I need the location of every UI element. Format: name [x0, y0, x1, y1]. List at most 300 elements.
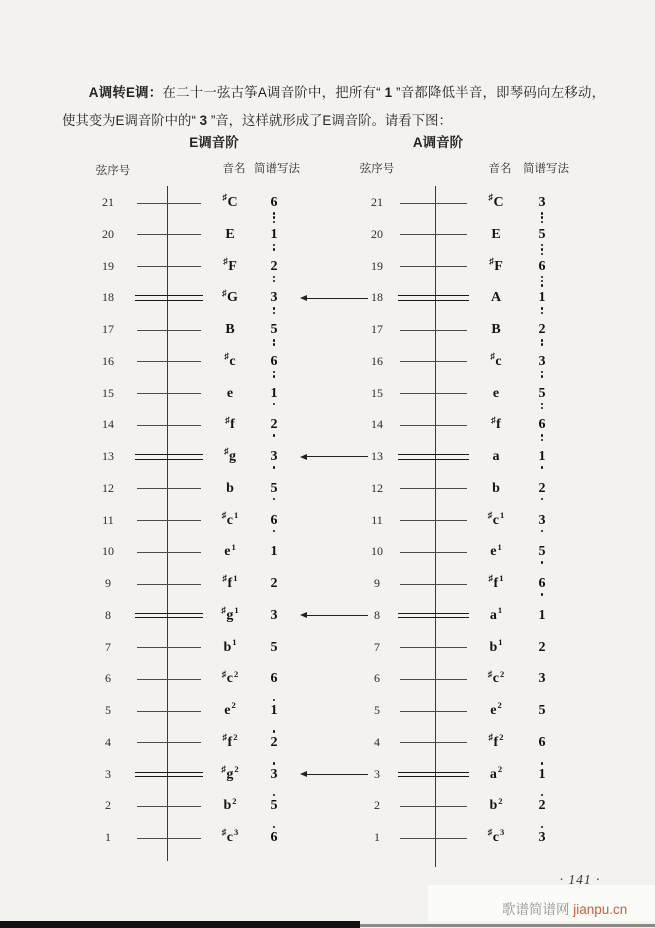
note-name [466, 385, 526, 403]
jianpu-number: 3 [538, 830, 546, 845]
scan-edge-bar-dark [0, 921, 360, 928]
transfer-arrow-line [306, 615, 368, 616]
note-name [200, 353, 260, 371]
string-number: 18 [371, 290, 383, 305]
string-line-double [135, 772, 203, 773]
jianpu-number: 3 [538, 353, 546, 369]
octave-superscript: 2 [497, 700, 502, 711]
sharp-sign: ♯ [487, 827, 493, 838]
note-name [466, 448, 526, 466]
note-letter: f [230, 417, 235, 433]
note-name [200, 255, 260, 276]
string-line [400, 806, 467, 807]
octave-dot-below [541, 284, 544, 287]
octave-dot-below [541, 253, 544, 256]
note-name [466, 255, 526, 276]
string-number: 15 [102, 385, 114, 400]
note-name [200, 480, 260, 498]
note-letter: b [223, 639, 232, 655]
string-line [137, 425, 201, 426]
sharp-sign: ♯ [224, 446, 229, 457]
octave-superscript: 1 [231, 541, 236, 552]
string-line-double [398, 617, 469, 618]
string-number: 7 [105, 639, 111, 654]
header-string-no-right: 弦序号 [359, 163, 395, 175]
diagram-axis-line [435, 186, 436, 867]
string-line-double [135, 459, 203, 460]
string-number: 7 [374, 639, 380, 654]
octave-dot-below [541, 561, 544, 564]
transfer-arrow-line [306, 456, 368, 457]
string-number: 4 [105, 734, 111, 749]
note-name [466, 607, 526, 625]
jianpu-number: 5 [270, 322, 278, 337]
octave-dot-below [541, 439, 544, 442]
string-number: 11 [371, 512, 383, 527]
string-number: 5 [374, 703, 380, 717]
octave-dot-below [273, 375, 276, 378]
string-number: 6 [105, 671, 111, 686]
jianpu-number: 3 [538, 671, 546, 687]
string-number: 20 [371, 226, 383, 241]
jianpu-number: 1 [270, 385, 278, 401]
sharp-sign: ♯ [221, 763, 226, 774]
jianpu-number: 5 [538, 703, 546, 718]
note-name [200, 636, 260, 657]
octave-dot-below [541, 221, 544, 224]
jianpu-number: 2 [270, 734, 278, 750]
string-line [400, 647, 467, 648]
octave-superscript: 2 [499, 732, 504, 743]
note-name [200, 509, 260, 530]
note-letter: e [490, 544, 497, 560]
note-name [466, 734, 526, 752]
string-line-double [135, 617, 203, 618]
string-number: 12 [371, 480, 383, 495]
string-number: 19 [371, 258, 383, 273]
string-line [137, 647, 201, 648]
string-line [137, 234, 201, 235]
note-letter: c [492, 830, 499, 845]
jianpu-number: 5 [270, 798, 278, 814]
jianpu-number: 2 [538, 480, 546, 496]
note-name [200, 226, 260, 244]
header-notation-left: 简谱写法 [254, 163, 300, 175]
octave-dot-below [541, 248, 544, 251]
octave-dot-above [273, 794, 276, 797]
string-number: 10 [102, 544, 114, 559]
note-name [200, 734, 260, 752]
jianpu-number: 5 [538, 226, 546, 242]
octave-superscript: 2 [498, 795, 503, 806]
sharp-sign: ♯ [489, 255, 494, 266]
note-letter: B [491, 322, 501, 337]
sharp-sign: ♯ [225, 414, 230, 425]
string-number: 16 [371, 353, 383, 368]
octave-superscript: 2 [234, 763, 239, 774]
paragraph-emphasis: 3 [199, 112, 208, 128]
octave-superscript: 1 [232, 636, 237, 647]
sharp-sign: ♯ [488, 732, 494, 743]
jianpu-number: 6 [270, 353, 278, 369]
note-name [466, 763, 526, 784]
note-letter: B [225, 322, 235, 337]
octave-dot-below [273, 212, 276, 215]
octave-dot-below [273, 403, 276, 406]
note-letter: b [492, 480, 500, 496]
sharp-sign: ♯ [222, 732, 228, 743]
transfer-arrow-head [300, 454, 307, 460]
sharp-sign: ♯ [221, 668, 227, 679]
octave-dot-below [273, 339, 276, 342]
string-number: 9 [374, 576, 380, 590]
string-number: 3 [374, 766, 380, 781]
string-number: 13 [102, 449, 114, 463]
string-line-double [398, 613, 469, 614]
jianpu-number: 3 [538, 195, 546, 210]
octave-superscript: 1 [234, 605, 239, 616]
jianpu-number: 2 [270, 417, 278, 433]
note-name [466, 829, 526, 847]
octave-dot-below [541, 312, 544, 315]
sharp-sign: ♯ [491, 414, 496, 425]
octave-dot-below [541, 307, 544, 310]
note-letter: e [492, 385, 500, 401]
octave-dot-below [541, 212, 544, 215]
string-number: 2 [105, 798, 111, 813]
note-letter: b [223, 798, 232, 814]
octave-dot-below [541, 371, 544, 374]
octave-superscript: 1 [498, 636, 503, 647]
jianpu-number: 1 [270, 703, 278, 718]
note-letter: c [492, 671, 499, 687]
note-letter: A [490, 290, 502, 306]
string-line-double [135, 613, 203, 614]
jianpu-number: 3 [270, 766, 278, 782]
sharp-sign: ♯ [223, 255, 228, 266]
string-line [137, 203, 201, 204]
string-line [137, 584, 201, 585]
sharp-sign: ♯ [222, 192, 227, 203]
note-letter: e [226, 385, 234, 401]
octave-dot-below [273, 248, 276, 251]
sharp-sign: ♯ [488, 573, 494, 584]
octave-dot-above [273, 762, 276, 765]
transfer-arrow-head [300, 771, 307, 777]
sharp-sign: ♯ [224, 351, 229, 362]
jianpu-number: 2 [538, 322, 546, 337]
string-line-double [398, 300, 469, 301]
string-number: 12 [102, 480, 114, 495]
jianpu-number: 6 [270, 830, 278, 845]
octave-dot-below [541, 216, 544, 219]
string-line [400, 711, 467, 712]
watermark [502, 898, 627, 918]
octave-dot-below [273, 216, 276, 219]
octave-dot-below [541, 407, 544, 410]
string-line [137, 330, 201, 331]
octave-dot-below [541, 403, 544, 406]
string-number: 21 [102, 195, 114, 209]
note-letter: a [489, 766, 497, 782]
string-number: 16 [102, 353, 114, 368]
string-line-double [398, 295, 469, 296]
paragraph-text: ”音，这样就形成了E调音阶。请看下图： [207, 112, 452, 128]
jianpu-number: 1 [538, 607, 546, 623]
string-line [400, 234, 467, 235]
note-name [200, 194, 260, 212]
string-line [400, 488, 467, 489]
jianpu-number: 3 [270, 290, 278, 306]
string-line [400, 520, 467, 521]
string-number: 20 [102, 226, 114, 241]
paragraph-emphasis: 1 [384, 85, 393, 101]
string-number: 18 [102, 290, 114, 305]
paragraph-emphasis: A调转E调： [88, 85, 163, 101]
octave-superscript: 2 [233, 668, 239, 679]
note-letter: a [492, 449, 500, 464]
note-letter: f [227, 576, 233, 591]
string-number: 14 [102, 417, 114, 432]
string-line [137, 806, 201, 807]
octave-dot-above [541, 794, 544, 797]
sharp-sign: ♯ [222, 287, 227, 298]
paragraph-text: ”音都降低半音，即琴码向左移动，使其变为E调音阶中的“ [62, 85, 605, 128]
jianpu-number: 3 [538, 512, 546, 528]
string-number: 5 [105, 703, 111, 717]
note-name [200, 416, 260, 434]
string-line [137, 393, 201, 394]
paragraph-text: 在二十一弦古筝A调音阶中，把所有“ [162, 85, 385, 101]
note-letter: C [227, 195, 238, 210]
sharp-sign: ♯ [487, 509, 493, 520]
note-name [466, 416, 526, 434]
note-name [200, 702, 260, 720]
string-line [137, 361, 201, 362]
string-number: 14 [371, 417, 383, 432]
scan-edge-bar-light [360, 924, 655, 927]
octave-dot-below [273, 466, 276, 469]
note-name [466, 321, 526, 339]
note-letter: e [224, 544, 231, 560]
octave-dot-below [273, 280, 276, 283]
octave-dot-below [541, 593, 544, 596]
string-line [400, 425, 467, 426]
sharp-sign: ♯ [487, 668, 493, 679]
note-letter: e [490, 703, 497, 718]
note-name [466, 575, 526, 593]
transfer-arrow-head [300, 295, 307, 301]
octave-dot-below [273, 371, 276, 374]
string-line [400, 552, 467, 553]
jianpu-number: 1 [538, 766, 546, 782]
note-letter: c [226, 512, 233, 528]
jianpu-number: 2 [538, 639, 546, 655]
octave-superscript: 3 [233, 827, 239, 838]
string-number: 1 [105, 830, 111, 844]
string-number: 17 [371, 322, 383, 336]
string-number: 8 [374, 607, 380, 622]
jianpu-number: 6 [538, 417, 546, 433]
string-line [400, 679, 467, 680]
transfer-arrow-line [306, 774, 368, 775]
note-name [466, 226, 526, 244]
octave-dot-above [541, 826, 544, 829]
note-letter: c [229, 353, 236, 369]
jianpu-number: 6 [538, 258, 546, 274]
string-line-double [135, 300, 203, 301]
string-line-double [398, 454, 469, 455]
note-name [200, 607, 260, 625]
string-line [137, 552, 201, 553]
string-line-double [398, 459, 469, 460]
sharp-sign: ♯ [221, 827, 227, 838]
octave-dot-above [273, 699, 276, 702]
note-name [466, 636, 526, 657]
note-letter: e [224, 703, 231, 718]
jianpu-number: 6 [270, 671, 278, 687]
octave-superscript: 1 [499, 509, 505, 520]
note-name [200, 829, 260, 847]
jianpu-number: 6 [538, 734, 546, 750]
jianpu-number: 5 [538, 544, 546, 560]
note-letter: F [228, 258, 237, 274]
header-notation-right: 简谱写法 [523, 163, 569, 175]
note-name [200, 763, 260, 784]
note-letter: E [491, 226, 501, 242]
octave-dot-below [541, 280, 544, 283]
string-line [137, 488, 201, 489]
note-name [200, 543, 260, 561]
octave-dot-below [273, 244, 276, 247]
header-string-no-left: 弦序号 [95, 165, 131, 177]
jianpu-number: 6 [538, 576, 546, 591]
note-letter: F [494, 258, 503, 274]
note-name [200, 797, 260, 815]
string-line-double [398, 776, 469, 777]
note-letter: g [226, 607, 234, 623]
octave-dot-below [541, 339, 544, 342]
string-line [137, 711, 201, 712]
note-letter: E [225, 226, 235, 242]
octave-dot-below [541, 375, 544, 378]
string-number: 19 [102, 258, 114, 273]
string-number: 2 [374, 798, 380, 813]
octave-dot-above [273, 826, 276, 829]
string-number: 3 [105, 766, 111, 781]
note-letter: f [496, 417, 501, 433]
octave-superscript: 2 [499, 668, 505, 679]
octave-dot-below [541, 343, 544, 346]
diagram-axis-line [167, 186, 168, 861]
octave-dot-below [273, 434, 276, 437]
note-letter: b [226, 480, 234, 496]
string-line [400, 742, 467, 743]
sharp-sign: ♯ [221, 605, 226, 616]
transfer-arrow-line [306, 298, 368, 299]
octave-dot-below [541, 434, 544, 437]
octave-dot-below [273, 343, 276, 346]
octave-superscript: 2 [232, 795, 237, 806]
octave-dot-above [541, 762, 544, 765]
jianpu-number: 2 [270, 258, 278, 274]
string-line [400, 203, 467, 204]
note-name [466, 702, 526, 720]
note-name [200, 321, 260, 339]
string-line [400, 584, 467, 585]
transfer-arrow-head [300, 612, 307, 618]
diagram-title-a-scale: A调音阶 [412, 135, 464, 150]
jianpu-number: 6 [270, 512, 278, 528]
string-line-double [135, 454, 203, 455]
note-name [466, 289, 526, 307]
octave-dot-below [541, 276, 544, 279]
string-line [137, 742, 201, 743]
sharp-sign: ♯ [490, 351, 495, 362]
octave-dot-below [541, 498, 544, 501]
note-name [466, 353, 526, 371]
octave-dot-below [541, 466, 544, 469]
string-line-double [135, 295, 203, 296]
note-letter: f [493, 576, 499, 591]
note-name [200, 448, 260, 466]
string-number: 17 [102, 322, 114, 336]
string-line [137, 838, 201, 839]
jianpu-number: 1 [538, 290, 546, 306]
note-name [200, 289, 260, 307]
string-line-double [398, 772, 469, 773]
octave-superscript: 1 [499, 573, 504, 584]
string-line [137, 520, 201, 521]
note-letter: a [489, 607, 497, 623]
jianpu-number: 1 [538, 449, 546, 464]
jianpu-number: 3 [270, 607, 278, 623]
jianpu-number: 6 [270, 195, 278, 210]
string-number: 9 [105, 576, 111, 590]
octave-superscript: 2 [497, 763, 503, 774]
jianpu-number: 2 [270, 576, 278, 591]
string-line-double [135, 776, 203, 777]
octave-dot-below [273, 312, 276, 315]
jianpu-number: 5 [270, 639, 278, 655]
note-name [466, 543, 526, 561]
note-letter: b [489, 639, 498, 655]
sharp-sign: ♯ [222, 573, 228, 584]
sharp-sign: ♯ [221, 509, 227, 520]
header-note-name-right: 音名 [488, 163, 512, 175]
string-line [400, 838, 467, 839]
note-letter: c [495, 353, 502, 369]
jianpu-number: 1 [270, 544, 278, 560]
string-line [137, 266, 201, 267]
string-line [400, 266, 467, 267]
octave-superscript: 1 [497, 605, 503, 616]
jianpu-number: 5 [538, 385, 546, 401]
jianpu-number: 5 [270, 480, 278, 496]
note-name [200, 670, 260, 688]
octave-dot-below [273, 498, 276, 501]
octave-superscript: 1 [497, 541, 502, 552]
octave-superscript: 3 [499, 827, 505, 838]
string-number: 11 [102, 512, 114, 527]
octave-superscript: 1 [233, 509, 239, 520]
string-number: 4 [374, 734, 380, 749]
page-number: · 141 · [559, 872, 601, 887]
octave-dot-below [541, 244, 544, 247]
jianpu-number: 1 [270, 226, 278, 242]
jianpu-number: 2 [538, 798, 546, 814]
octave-dot-below [273, 276, 276, 279]
